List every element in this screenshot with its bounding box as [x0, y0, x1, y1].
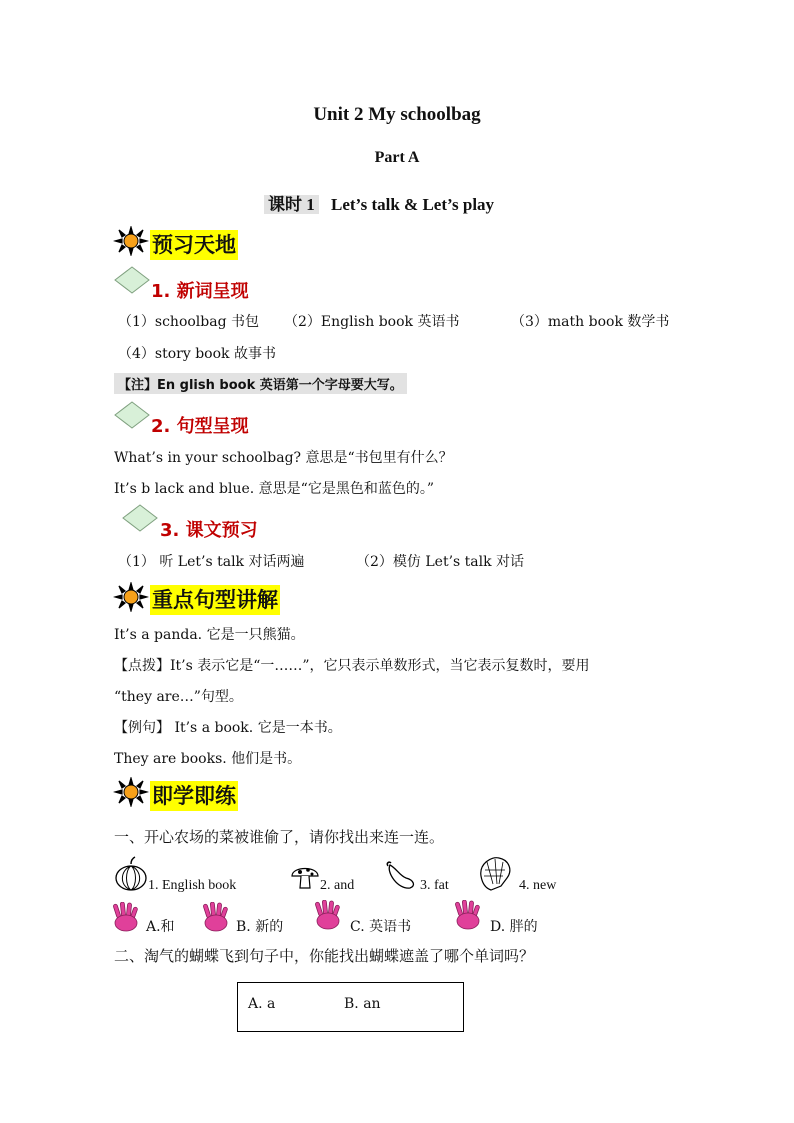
key-sentence: It’s a panda. 它是一只熊猫。: [114, 627, 305, 643]
choice-a: A. a: [248, 996, 276, 1012]
choice-b: B. an: [344, 996, 381, 1012]
mushroom-icon: [290, 862, 320, 890]
pumpkin-icon: [114, 856, 148, 892]
lesson-title: Let’s talk & Let’s play: [331, 195, 495, 214]
sentence-line-2: It’s b lack and blue. 意思是“它是黑色和蓝色的。”: [114, 481, 434, 497]
answer-choice-box: [237, 982, 464, 1032]
veg-label-3: 3. fat: [420, 878, 449, 893]
page-title: Unit 2 My schoolbag: [313, 104, 481, 125]
word-item-2: （2）English book 英语书: [284, 314, 460, 330]
cabbage-icon: [477, 854, 515, 892]
diamond-icon: [122, 504, 158, 532]
eggplant-icon: [382, 860, 416, 892]
hand-icon: [112, 902, 140, 932]
part-label: Part A: [374, 149, 420, 166]
hand-icon: [202, 902, 230, 932]
veg-label-1: 1. English book: [148, 878, 237, 893]
preview-item-1: （1） 听 Let’s talk 对话两遍: [118, 554, 305, 570]
heading-new-words: 1. 新词呈现: [151, 281, 249, 302]
word-item-1: （1）schoolbag 书包: [118, 314, 260, 330]
section-heading-preview: 预习天地: [150, 230, 238, 260]
word-item-4: （4）story book 故事书: [118, 346, 276, 362]
word-item-3: （3）math book 数学书: [511, 314, 670, 330]
capitalization-note: 【注】En glish book 英语第一个字母要大写。: [114, 373, 407, 394]
hand-label-b: B. 新的: [236, 919, 284, 935]
hand-label-a: A.和: [146, 919, 175, 935]
example-line-2: They are books. 他们是书。: [114, 751, 302, 767]
diamond-icon: [114, 401, 150, 429]
lesson-number: 课时 1: [264, 195, 319, 214]
hand-label-d: D. 胖的: [490, 919, 538, 935]
heading-sentences: 2. 句型呈现: [151, 416, 249, 437]
lesson-header: [264, 190, 494, 215]
sun-icon: [113, 582, 149, 612]
section-heading-key-points: 重点句型讲解: [150, 585, 280, 615]
tip-line-1: 【点拨】It’s 表示它是“一……”，它只表示单数形式，当它表示复数时，要用: [114, 658, 590, 674]
preview-item-2: （2）模仿 Let’s talk 对话: [356, 554, 525, 570]
hand-icon: [454, 900, 482, 930]
heading-text-preview: 3. 课文预习: [160, 520, 258, 541]
question-1: 一、开心农场的菜被谁偷了，请你找出来连一连。: [114, 828, 445, 846]
sun-icon: [113, 777, 149, 807]
diamond-icon: [114, 266, 150, 294]
veg-label-2: 2. and: [320, 878, 355, 893]
sun-icon: [113, 226, 149, 256]
hand-label-c: C. 英语书: [350, 919, 412, 935]
veg-label-4: 4. new: [519, 878, 557, 893]
hand-icon: [314, 900, 342, 930]
sentence-line-1: What’s in your schoolbag? 意思是“书包里有什么？: [114, 450, 453, 466]
example-line-1: 【例句】 It’s a book. 它是一本书。: [114, 720, 342, 736]
section-heading-practice: 即学即练: [150, 781, 238, 811]
tip-line-2: “they are…”句型。: [114, 689, 243, 705]
question-2: 二、淘气的蝴蝶飞到句子中，你能找出蝴蝶遮盖了哪个单词吗？: [114, 947, 535, 965]
